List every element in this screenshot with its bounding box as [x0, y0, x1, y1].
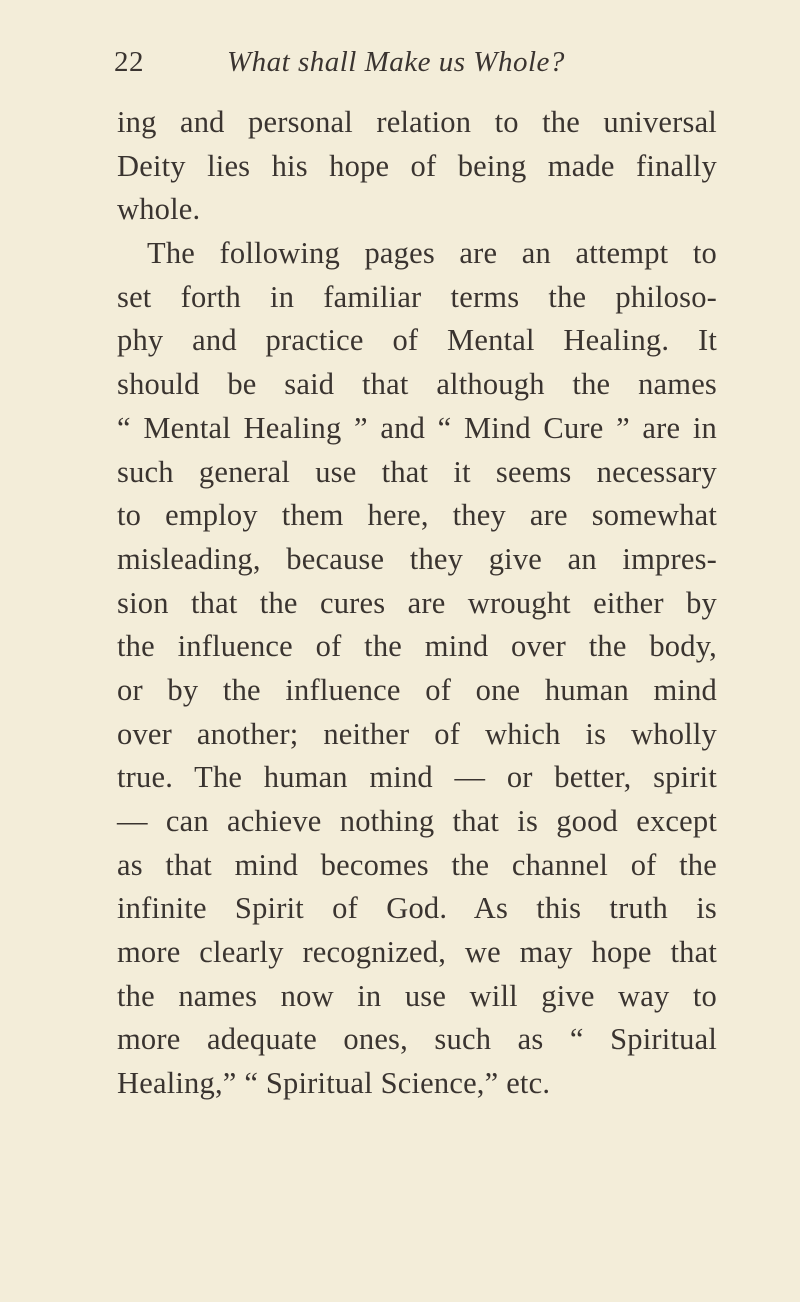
text-line: set forth in familiar terms the philoso- [117, 279, 717, 314]
body-text [117, 101, 717, 1106]
text-line: ing and personal relation to the universal [117, 105, 717, 139]
text-line: to employ them here, they are somewhat [117, 498, 717, 533]
text-line: such general use that it seems necessary [117, 454, 717, 489]
text-line: the names now in use will give way to [117, 978, 717, 1013]
text-line: sion that the cures are wrought either by [117, 585, 717, 620]
text-line: more adequate ones, such as “ Spiritual [117, 1022, 717, 1057]
text-line: misleading, because they give an impres- [117, 541, 717, 576]
text-line: more clearly recognized, we may hope that [117, 935, 717, 970]
text-line: the influence of the mind over the body, [117, 629, 717, 664]
text-line: whole. [117, 192, 201, 227]
text-line: Healing,” “ Spiritual Science,” etc. [117, 1066, 551, 1101]
text-line: infinite Spirit of God. As this truth is [117, 891, 717, 926]
text-line: Deity lies his hope of being made finally [117, 148, 717, 183]
text-line: true. The human mind — or better, spirit [117, 760, 717, 795]
text-line: phy and practice of Mental Healing. It [117, 323, 717, 358]
text-line: — can achieve nothing that is good except [117, 804, 717, 838]
text-line: or by the influence of one human mind [117, 672, 717, 707]
text-line: “ Mental Healing ” and “ Mind Cure ” are in [117, 410, 717, 445]
text-line: as that mind becomes the channel of the [117, 847, 717, 882]
text-line: over another; neither of which is wholly [117, 716, 717, 751]
text-line: should be said that although the names [117, 367, 717, 402]
page-number: 22 [114, 46, 144, 78]
running-title: What shall Make us Whole? [227, 46, 565, 78]
text-line: The following pages are an attempt to [147, 236, 717, 271]
running-head [114, 42, 714, 82]
